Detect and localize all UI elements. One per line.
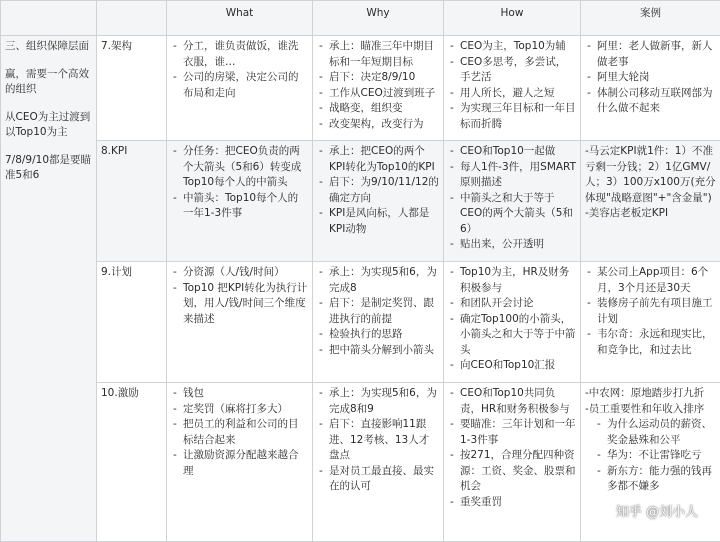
list-item: - 向CEO和Top10汇报 bbox=[448, 358, 576, 374]
header-cases: 案例 bbox=[581, 1, 720, 36]
list-item: - 改变架构，改变行为 bbox=[317, 117, 439, 133]
how-cell bbox=[444, 383, 581, 542]
why-cell bbox=[313, 36, 444, 141]
section-line-4: 7/8/9/10都是要瞄准5和6 bbox=[5, 153, 92, 184]
what-cell bbox=[167, 383, 313, 542]
list-item: - 战略变，组织变 bbox=[317, 101, 439, 117]
list-item: - 中箭头之和大于等于CEO的两个大箭头（5和6） bbox=[448, 191, 576, 238]
row-architecture bbox=[1, 36, 720, 141]
list-item: - 装修房子前先有项目施工计划 bbox=[585, 296, 716, 327]
list-item: -员工重要性和年收入排序 bbox=[585, 402, 716, 418]
section-line-2: 赢，需要一个高效的组织 bbox=[5, 67, 92, 98]
header-why: Why bbox=[313, 1, 444, 36]
list-item: - 把员工的利益和公司的目标结合起来 bbox=[171, 417, 308, 448]
row-kpi bbox=[1, 141, 720, 262]
what-cell bbox=[167, 141, 313, 262]
header-what: What bbox=[167, 1, 313, 36]
list-item: - KPI是风向标，人都是KPI动物 bbox=[317, 206, 439, 237]
row-incentive bbox=[1, 383, 720, 542]
why-cell bbox=[313, 141, 444, 262]
why-cell bbox=[313, 262, 444, 383]
section-title: 三、组织保障层面 bbox=[5, 39, 92, 55]
list-item: - CEO和Top10一起做 bbox=[448, 144, 576, 160]
list-item: - 把中箭头分解到小箭头 bbox=[317, 343, 439, 359]
list-item: - 检验执行的思路 bbox=[317, 327, 439, 343]
how-cell bbox=[444, 141, 581, 262]
list-item: - 为什么运动员的薪资、奖金悬殊和公平 bbox=[595, 417, 716, 448]
list-item: - 承上：把CEO的两个KPI转化为Top10的KPI bbox=[317, 144, 439, 175]
list-item: - 公司的房梁，决定公司的布局和走向 bbox=[171, 70, 308, 101]
list-item: - 分资源（人/钱/时间） bbox=[171, 265, 308, 281]
header-how: How bbox=[444, 1, 581, 36]
list-item: - 阿里：老人做新事，新人做老事 bbox=[585, 39, 716, 70]
section-label bbox=[1, 36, 97, 542]
cases-cell bbox=[581, 141, 720, 262]
list-item: - 钱包 bbox=[171, 386, 308, 402]
dimension-cell: 10.激励 bbox=[97, 383, 167, 542]
list-item: - 启下：是制定奖罚、跟进执行的前提 bbox=[317, 296, 439, 327]
why-cell bbox=[313, 383, 444, 542]
list-item: - 工作从CEO过渡到班子 bbox=[317, 86, 439, 102]
list-item: - CEO多思考，多尝试，手艺活 bbox=[448, 55, 576, 86]
dimension-cell: 8.KPI bbox=[97, 141, 167, 262]
list-item: - 承上：瞄准三年中期目标和一年短期目标 bbox=[317, 39, 439, 70]
list-item: - 体制公司移动互联网部为什么做不起来 bbox=[585, 86, 716, 117]
list-item: - 承上：为实现5和6，为完成8和9 bbox=[317, 386, 439, 417]
dimension-cell: 7.架构 bbox=[97, 36, 167, 141]
list-item: - 为实现三年目标和一年目标而折腾 bbox=[448, 101, 576, 132]
list-item: - Top10 把KPI转化为执行计划，用人/钱/时间三个维度来描述 bbox=[171, 281, 308, 328]
list-item: -马云定KPI就1件：1）不准亏剩一分钱；2）1亿GMV/人；3）100万x100万(充分体现"战略意图"+"含金量") bbox=[585, 144, 716, 206]
list-item: - 分任务：把CEO负责的两个大箭头（5和6）转变成Top10每个人的中箭头 bbox=[171, 144, 308, 191]
list-item: - 和团队开会讨论 bbox=[448, 296, 576, 312]
corner-cell bbox=[1, 1, 97, 36]
list-item: - 定奖罚（麻将打多大） bbox=[171, 402, 308, 418]
list-item: - 是对员工最直接、最实在的认可 bbox=[317, 464, 439, 495]
list-item: - 阿里大轮岗 bbox=[585, 70, 716, 86]
list-item: - 新东方：能力强的钱再多都不嫌多 bbox=[595, 464, 716, 495]
list-item: - 按271，合理分配四种资源：工资、奖金、股票和机会 bbox=[448, 448, 576, 495]
row-plan bbox=[1, 262, 720, 383]
what-cell bbox=[167, 36, 313, 141]
list-item: - 每人1件-3件，用SMART原则描述 bbox=[448, 160, 576, 191]
list-item: - 某公司上App项目：6个月，3个月还是30天 bbox=[585, 265, 716, 296]
watermark: 知乎 @刘小人 bbox=[616, 501, 698, 520]
cases-cell bbox=[581, 262, 720, 383]
list-item: - 要瞄准：三年计划和一年1-3件事 bbox=[448, 417, 576, 448]
list-item: - 韦尔奇：永远和现实比，和竞争比，和过去比 bbox=[585, 327, 716, 358]
header-row bbox=[1, 1, 720, 36]
list-item: - 启下：直接影响11跟进、12考核、13人才盘点 bbox=[317, 417, 439, 464]
list-item: - 用人所长，避人之短 bbox=[448, 86, 576, 102]
list-item: -中农网：原地踏步打九折 bbox=[585, 386, 716, 402]
list-item: - Top10为主，HR及财务积极参与 bbox=[448, 265, 576, 296]
cases-cell bbox=[581, 36, 720, 141]
dimension-header bbox=[97, 1, 167, 36]
list-item: - 启下：决定8/9/10 bbox=[317, 70, 439, 86]
dimension-cell: 9.计划 bbox=[97, 262, 167, 383]
list-item: - 重奖重罚 bbox=[448, 495, 576, 511]
list-item: - 让激励资源分配越来越合理 bbox=[171, 448, 308, 479]
section-line-3: 从CEO为主过渡到以Top10为主 bbox=[5, 110, 92, 141]
list-item: - 分工，谁负责做饭，谁洗衣服，谁… bbox=[171, 39, 308, 70]
list-item: - 贴出来，公开透明 bbox=[448, 237, 576, 253]
list-item: - 华为：不让雷锋吃亏 bbox=[595, 448, 716, 464]
what-cell bbox=[167, 262, 313, 383]
how-cell bbox=[444, 262, 581, 383]
list-item: -美容店老板定KPI bbox=[585, 206, 716, 222]
list-item: - 确定Top100的小箭头，小箭头之和大于等于中箭头 bbox=[448, 312, 576, 359]
list-item: - 中箭头：Top10每个人的一年1-3件事 bbox=[171, 191, 308, 222]
list-item: - CEO和Top10共同负责，HR和财务积极参与 bbox=[448, 386, 576, 417]
list-item: - CEO为主，Top10为辅 bbox=[448, 39, 576, 55]
how-cell bbox=[444, 36, 581, 141]
list-item: - 承上：为实现5和6，为完成8 bbox=[317, 265, 439, 296]
list-item: - 启下：为9/10/11/12的确定方向 bbox=[317, 175, 439, 206]
